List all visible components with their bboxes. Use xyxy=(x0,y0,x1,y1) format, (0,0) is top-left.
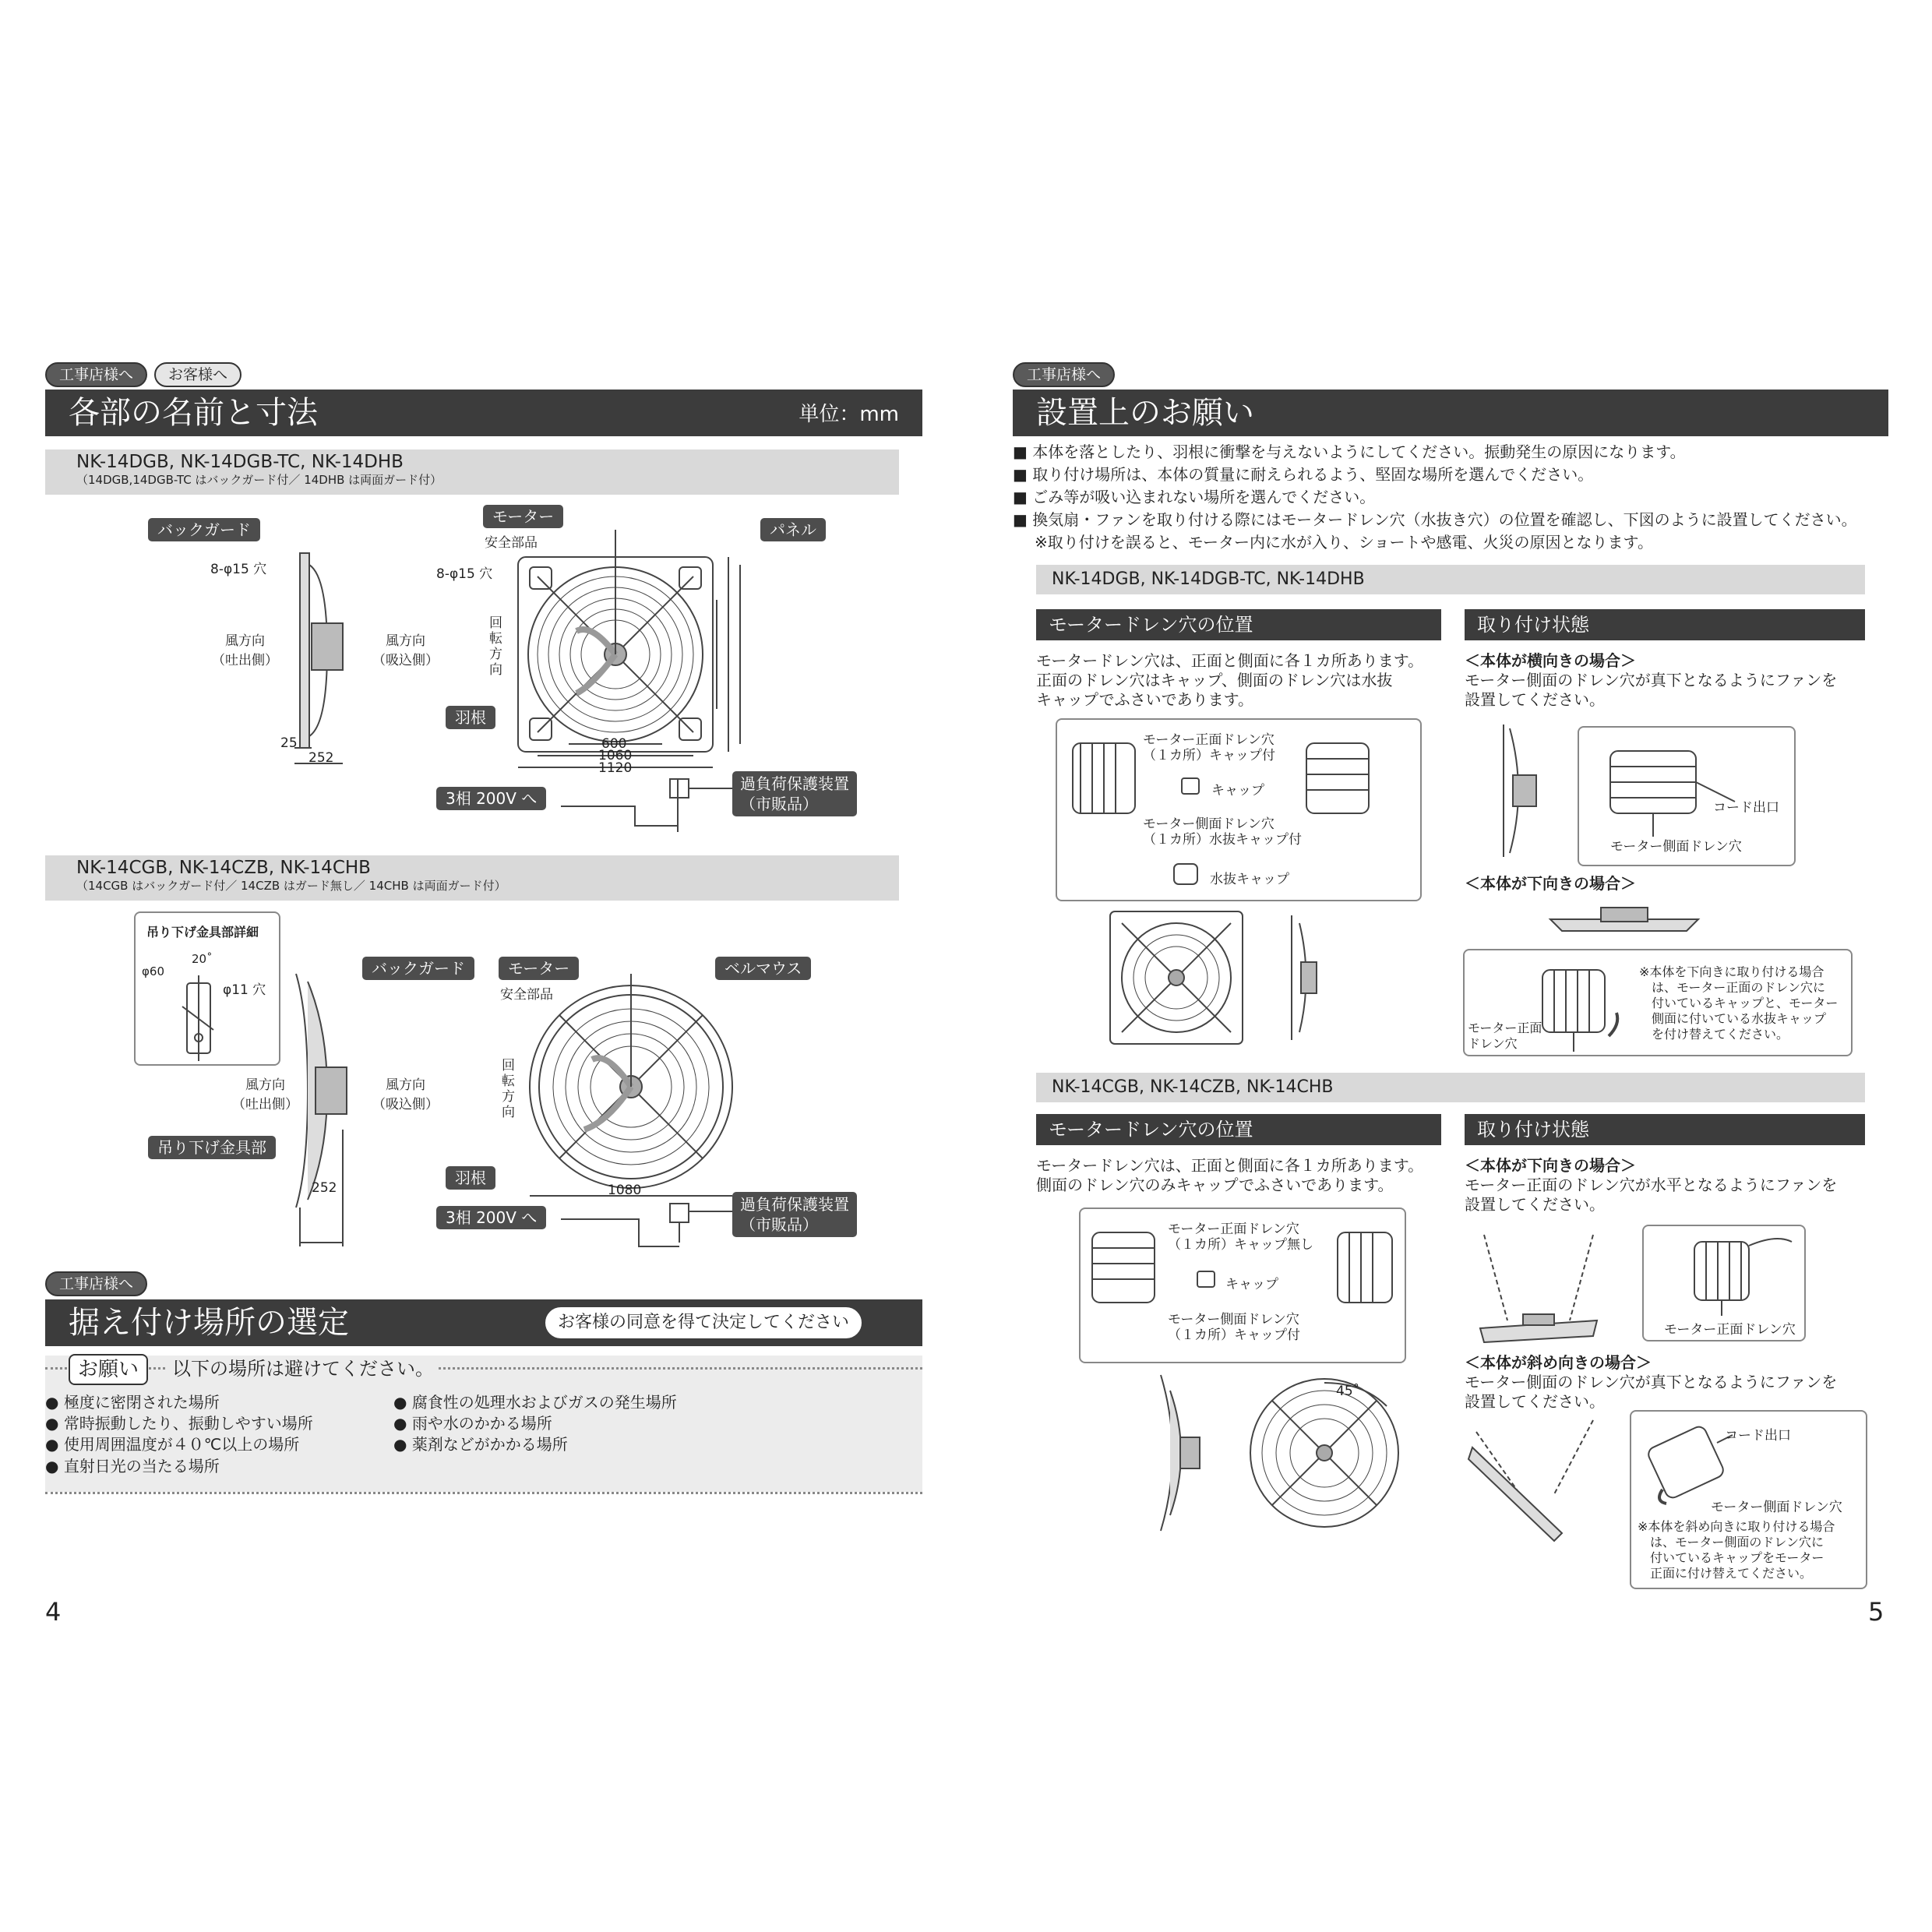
detail-title: 吊り下げ金具部詳細 xyxy=(146,925,259,940)
slant-text: モーター側面のドレン穴が真下となるようにファンを xyxy=(1465,1373,1838,1391)
unit-label: 単位：mm xyxy=(799,403,899,426)
detail-hole: φ11 穴 xyxy=(223,982,266,998)
avoid-item: ● 腐食性の処理水およびガスの発生場所 xyxy=(393,1393,677,1412)
mount-title-1: 取り付け状態 xyxy=(1465,609,1865,640)
avoid-item: ● 雨や水のかかる場所 xyxy=(393,1414,552,1433)
pill-contractor-right: 工事店様へ xyxy=(1013,362,1115,387)
label-blade: 羽根 xyxy=(446,706,495,729)
label-hole: 8-φ15 穴 xyxy=(210,562,267,577)
detail-dia: φ60 xyxy=(142,964,164,978)
model-note: （14CGB はバックガード付／ 14CZB はガード無し／ 14CHB は両面ガード付） xyxy=(76,879,506,893)
down-head: ＜本体が下向きの場合＞ xyxy=(1465,874,1636,893)
model-header-r2: NK-14CGB, NK-14CZB, NK-14CHB xyxy=(1036,1073,1865,1102)
label-back-guard: バックガード xyxy=(148,518,260,541)
label-front-drain: モーター正面ドレン穴 （１カ所）キャップ付 xyxy=(1143,732,1275,763)
horizontal-head: ＜本体が横向きの場合＞ xyxy=(1465,651,1636,670)
model-header-1 xyxy=(45,450,899,495)
consent-note: お客様の同意を得て決定してください xyxy=(545,1307,862,1338)
caution-note: ※取り付けを誤ると、モーター内に水が入り、ショートや感電、火災の原因となります。 xyxy=(1035,533,1653,552)
slant-detail-box xyxy=(1630,1410,1867,1589)
label-air-in-2: 風方向 （吸込側） xyxy=(372,1077,439,1112)
label-side-drain-h: モーター側面ドレン穴 xyxy=(1610,839,1742,855)
cautions-title: 設置上のお願い xyxy=(1036,395,1254,431)
slant-text: 設置してください。 xyxy=(1465,1392,1605,1411)
avoid-item: ● 使用周囲温度が４０℃以上の場所 xyxy=(45,1435,299,1454)
detail-angle: 20˚ xyxy=(192,952,213,966)
dim-1120: 1120 xyxy=(598,760,633,776)
page-number-right: 5 xyxy=(1868,1597,1884,1627)
dim-25: 25 xyxy=(280,735,298,751)
model-header-2 xyxy=(45,855,899,901)
dim-252-2: 252 xyxy=(312,1180,337,1196)
drain-text-2: 側面のドレン穴のみキャップでふさいであります。 xyxy=(1036,1176,1394,1194)
avoid-item: ● 常時振動したり、振動しやすい場所 xyxy=(45,1414,313,1433)
drain-text: モータードレン穴は、正面と側面に各１カ所あります。 xyxy=(1036,651,1424,670)
label-back-guard-2: バックガード xyxy=(362,957,474,980)
dim-1080: 1080 xyxy=(608,1183,642,1198)
mount-title-2: 取り付け状態 xyxy=(1465,1114,1865,1145)
pill-customer: お客様へ xyxy=(154,362,242,387)
avoid-item: ● 薬剤などがかかる場所 xyxy=(393,1435,568,1454)
label-rotation-2: 回 転 方 向 xyxy=(502,1058,515,1120)
label-blade-2: 羽根 xyxy=(446,1166,495,1190)
label-bellmouth: ベルマウス xyxy=(715,957,811,980)
down-detail-box xyxy=(1463,949,1853,1056)
label-safety: 安全部品 xyxy=(485,535,538,551)
down-note: ※本体を下向きに取り付ける場合 は、モーター正面のドレン穴に 付いているキャップと、モーター 側面に付いている水抜キャップ を付け替えてください。 xyxy=(1639,964,1839,1042)
label-front-drain-2: モーター正面ドレン穴 （１カ所）キャップ無し xyxy=(1168,1222,1313,1253)
label-cap-2: キャップ xyxy=(1225,1277,1278,1292)
caution-item: ■ 換気扇・ファンを取り付ける際にはモータードレン穴（水抜き穴）の位置を確認し、下図のように設置してください。 xyxy=(1013,510,1857,530)
section-title-parts xyxy=(45,390,922,436)
label-hanger: 吊り下げ金具部 xyxy=(148,1136,276,1159)
drain-detail-box-1 xyxy=(1056,718,1422,901)
pill-contractor: 工事店様へ xyxy=(45,362,147,387)
label-front-drain-down: モーター正面 ドレン穴 xyxy=(1468,1021,1542,1051)
model-name: NK-14CGB, NK-14CZB, NK-14CHB xyxy=(76,858,371,878)
fan-down-view xyxy=(1546,900,1702,939)
down-text-2: モーター正面のドレン穴が水平となるようにファンを xyxy=(1465,1176,1838,1194)
label-cord-2: コード出口 xyxy=(1725,1428,1791,1444)
label-hole-front: 8-φ15 穴 xyxy=(436,566,493,582)
fan-square-small xyxy=(1106,908,1496,1056)
label-power-2: 3相 200V へ xyxy=(436,1206,546,1229)
down-detail-box-2 xyxy=(1642,1225,1806,1341)
drain-detail-box-2 xyxy=(1079,1208,1406,1363)
fan-hanging-slant xyxy=(1468,1416,1609,1541)
label-drain-cap: 水抜キャップ xyxy=(1210,872,1289,887)
drain-text: 正面のドレン穴はキャップ、側面のドレン穴は水抜 xyxy=(1036,671,1393,689)
fan-side-horizontal xyxy=(1496,721,1558,861)
drain-title-1: モータードレン穴の位置 xyxy=(1036,609,1441,640)
request-tag: お願い xyxy=(69,1354,148,1385)
label-cord: コード出口 xyxy=(1713,800,1779,816)
label-side-drain: モーター側面ドレン穴 （１カ所）水抜キャップ付 xyxy=(1143,816,1302,848)
model-name: NK-14DGB, NK-14DGB-TC, NK-14DHB xyxy=(76,452,404,472)
label-overload: 過負荷保護装置 （市販品） xyxy=(732,771,857,816)
dim-252: 252 xyxy=(308,750,334,766)
page-title: 各部の名前と寸法 xyxy=(69,395,318,431)
caution-item: ■ 本体を落としたり、羽根に衝撃を与えないようにしてください。振動発生の原因になります。 xyxy=(1013,442,1686,462)
section-title-cautions xyxy=(1013,390,1888,436)
request-divider-bottom xyxy=(45,1492,922,1494)
dim-600: 600 xyxy=(601,736,627,752)
drain-text: キャップでふさいであります。 xyxy=(1036,690,1253,709)
slant-note: ※本体を斜め向きに取り付ける場合 は、モーター側面のドレン穴に 付いているキャップをモーター 正面に付け替えてください。 xyxy=(1638,1519,1835,1581)
fan-hanging-down xyxy=(1476,1227,1601,1352)
drain-text-2: モータードレン穴は、正面と側面に各１カ所あります。 xyxy=(1036,1156,1424,1175)
label-air-out-2: 風方向 （吐出側） xyxy=(232,1077,298,1112)
horizontal-text: 設置してください。 xyxy=(1465,690,1605,709)
horizontal-detail-box xyxy=(1578,726,1796,866)
drain-title-2: モータードレン穴の位置 xyxy=(1036,1114,1441,1145)
model-header-r1: NK-14DGB, NK-14DGB-TC, NK-14DHB xyxy=(1036,565,1865,594)
label-air-out: 風方向 （吐出側） xyxy=(212,633,278,668)
label-safety-2: 安全部品 xyxy=(500,987,553,1003)
down-head-2: ＜本体が下向きの場合＞ xyxy=(1465,1156,1636,1175)
label-rotation: 回 転 方 向 xyxy=(489,615,502,678)
label-cap: キャップ xyxy=(1211,783,1264,799)
label-front-drain-r2: モーター正面ドレン穴 xyxy=(1664,1322,1796,1338)
avoid-item: ● 極度に密閉された場所 xyxy=(45,1393,220,1412)
horizontal-text: モーター側面のドレン穴が真下となるようにファンを xyxy=(1465,671,1838,689)
model-note: （14DGB,14DGB-TC はバックガード付／ 14DHB は両面ガード付） xyxy=(76,473,442,487)
page-number-left: 4 xyxy=(45,1597,62,1627)
label-motor-2: モーター xyxy=(499,957,579,980)
label-side-drain-2: モーター側面ドレン穴 （１カ所）キャップ付 xyxy=(1168,1312,1300,1343)
label-panel: パネル xyxy=(760,518,826,541)
dim-1060: 1060 xyxy=(598,748,633,763)
fan-round-small xyxy=(1153,1367,1480,1546)
label-angle-45: 45˚ xyxy=(1336,1384,1360,1399)
down-text-2: 設置してください。 xyxy=(1465,1195,1605,1214)
pill-contractor-2: 工事店様へ xyxy=(45,1271,147,1296)
label-air-in: 風方向 （吸込側） xyxy=(372,633,439,668)
avoid-item: ● 直射日光の当たる場所 xyxy=(45,1457,220,1476)
request-text: 以下の場所は避けてください。 xyxy=(167,1359,439,1379)
caution-item: ■ ごみ等が吸い込まれない場所を選んでください。 xyxy=(1013,488,1375,507)
label-overload-2: 過負荷保護装置 （市販品） xyxy=(732,1192,857,1237)
label-motor: モーター xyxy=(483,505,563,528)
label-power: 3相 200V へ xyxy=(436,787,546,810)
install-title: 据え付け場所の選定 xyxy=(69,1305,349,1341)
caution-item: ■ 取り付け場所は、本体の質量に耐えられるよう、堅固な場所を選んでください。 xyxy=(1013,465,1593,485)
label-side-drain-r2: モーター側面ドレン穴 xyxy=(1711,1500,1842,1515)
slant-head: ＜本体が斜め向きの場合＞ xyxy=(1465,1353,1652,1372)
